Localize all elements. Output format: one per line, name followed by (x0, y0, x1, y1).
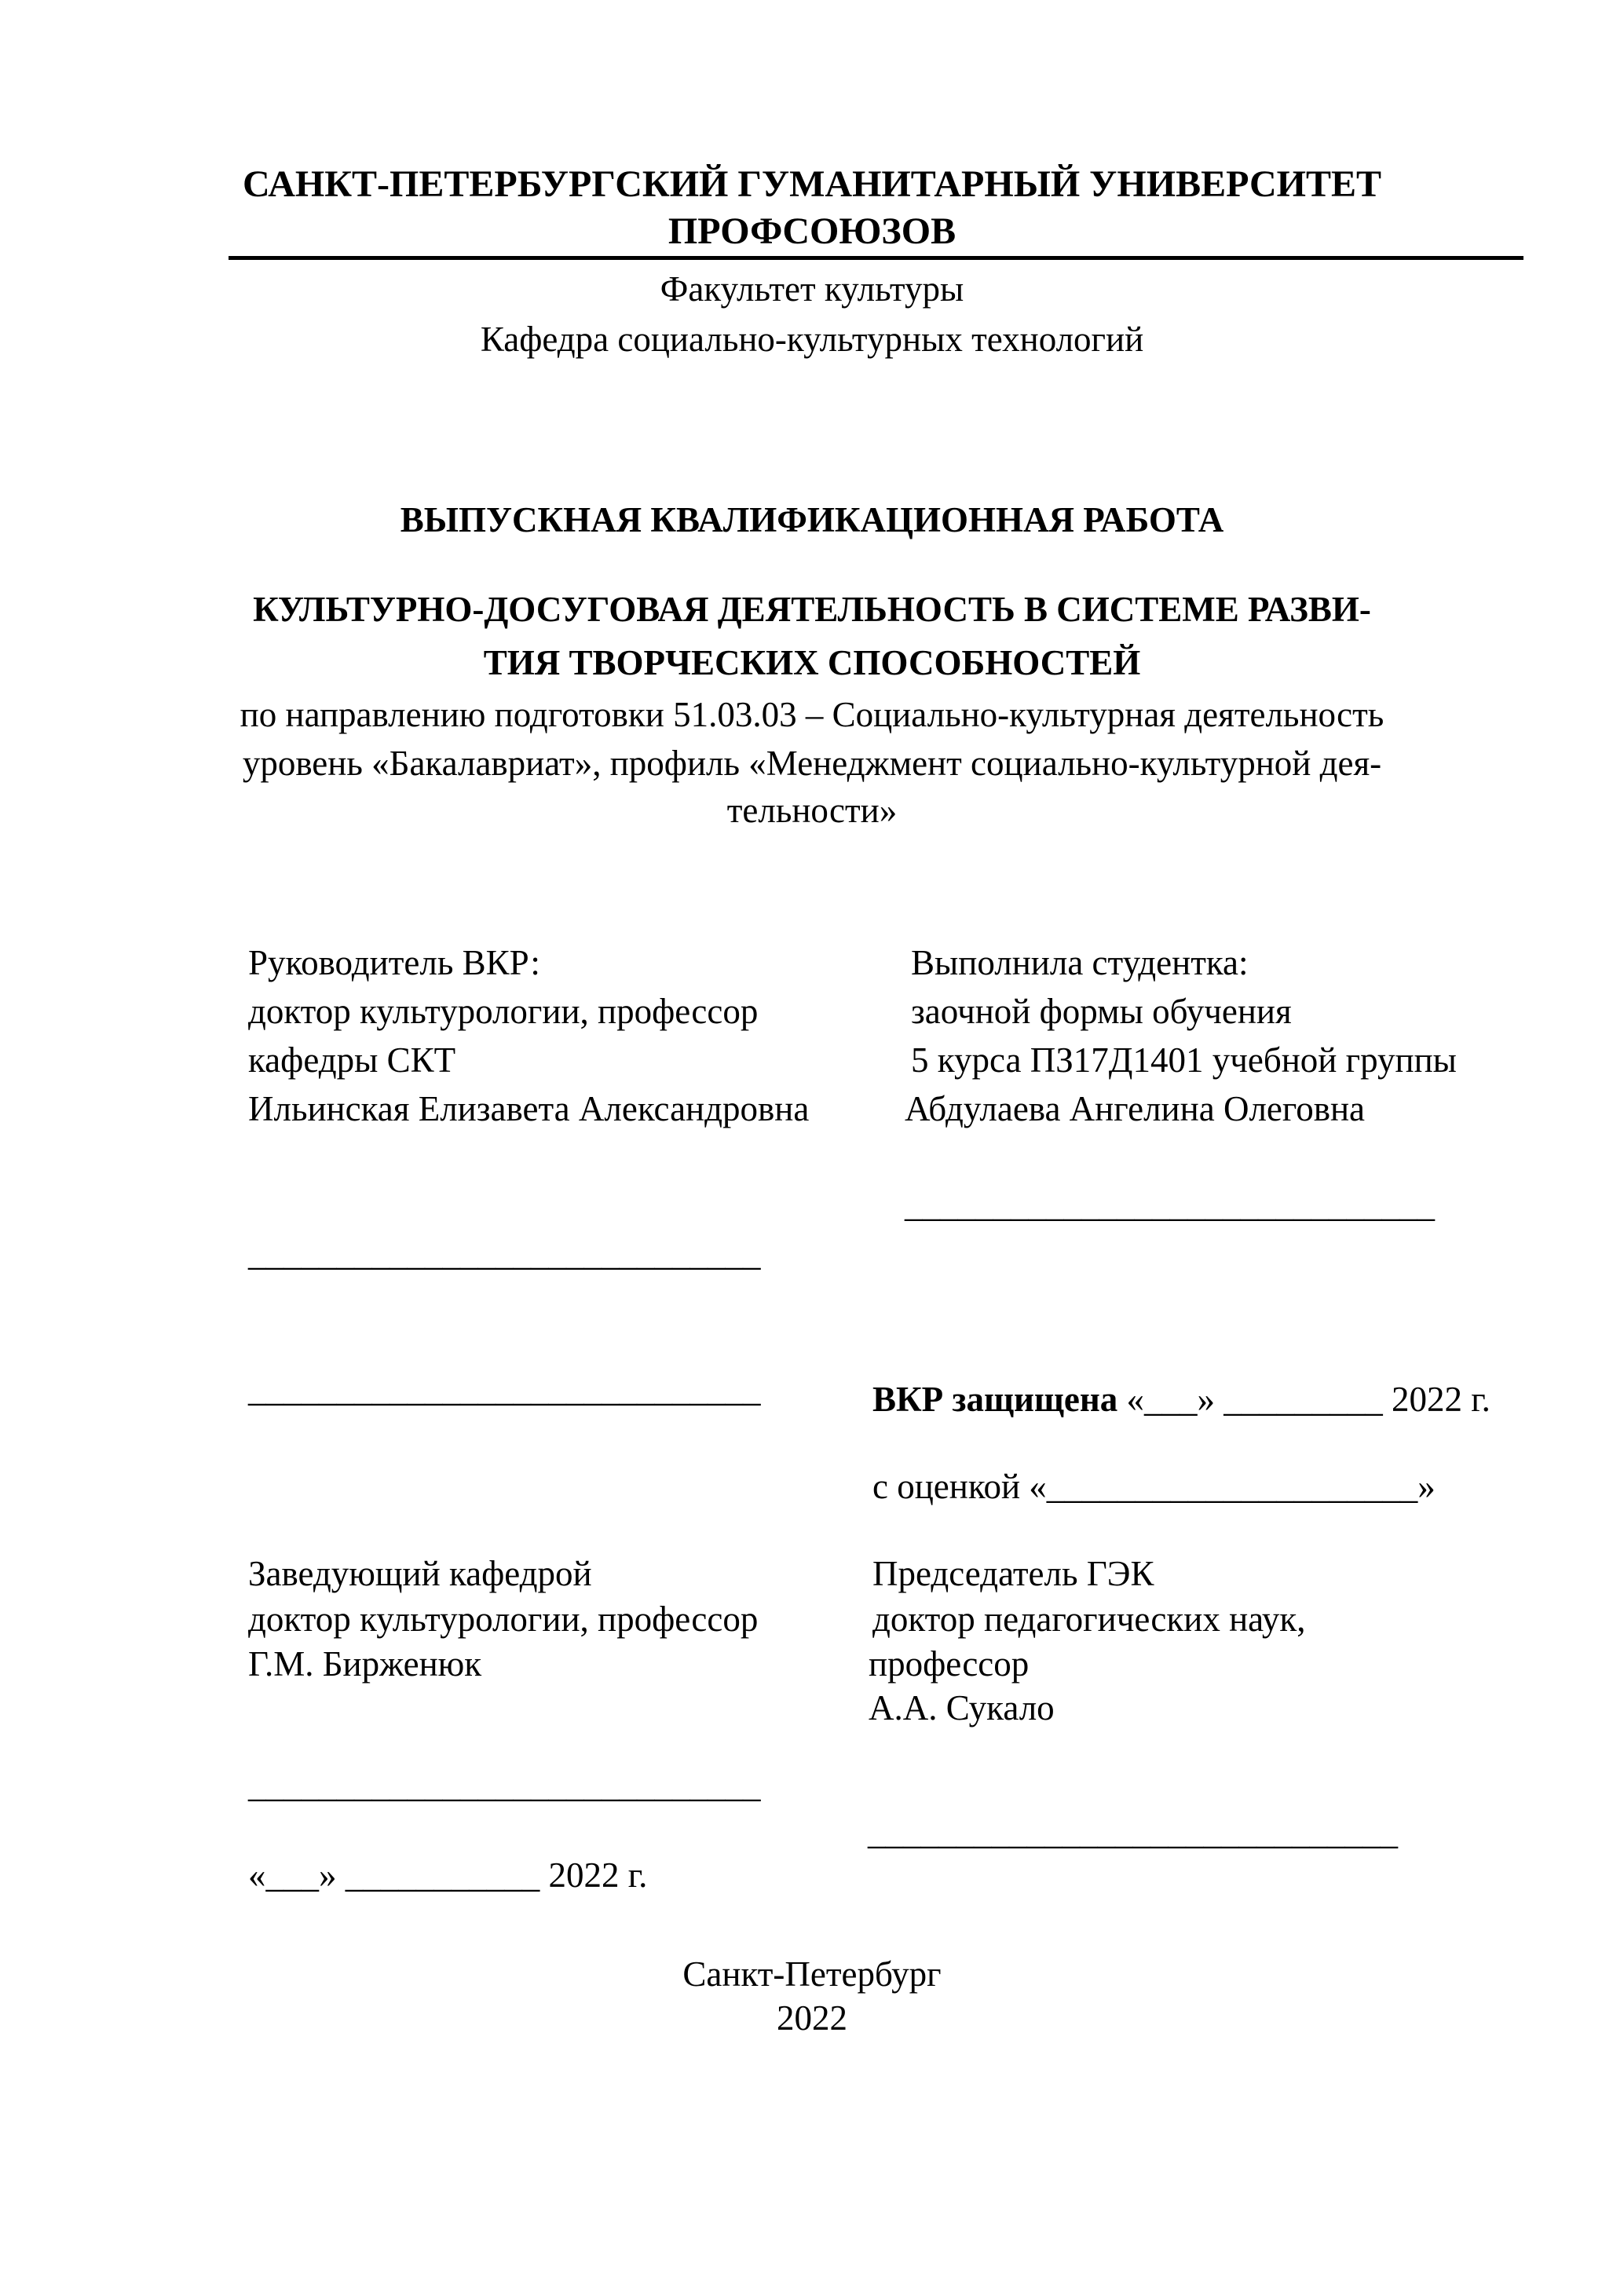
direction-line3: тельности» (726, 791, 898, 830)
student-name: Абдулаева Ангелина Олеговна (905, 1089, 1366, 1128)
footer-city: Санкт-Петербург (682, 1954, 942, 1994)
student-group: 5 курса ПЗ17Д1401 учебной группы (911, 1040, 1457, 1080)
supervisor-degree: доктор культурологии, профессор (248, 992, 759, 1031)
defense-date: «___» _________ 2022 г. (1117, 1380, 1490, 1419)
head-degree: доктор культурологии, профессор (248, 1600, 759, 1639)
department: Кафедра социально-культурных технологий (480, 320, 1144, 359)
chair-rank: профессор (869, 1644, 1030, 1684)
supervisor-signature-line: _____________________________ (248, 1234, 761, 1273)
date-line: «___» ___________ 2022 г. (248, 1855, 648, 1895)
supervisor-label: Руководитель ВКР: (248, 943, 540, 982)
left-signature-line: _____________________________ (248, 1369, 761, 1409)
student-study-form: заочной формы обучения (911, 992, 1292, 1031)
head-name: Г.М. Бирженюк (248, 1644, 482, 1684)
work-title-line1: КУЛЬТУРНО-ДОСУГОВАЯ ДЕЯТЕЛЬНОСТЬ В СИСТЕМЕ РАЗВИ- (253, 590, 1371, 629)
header-divider (229, 256, 1523, 260)
head-signature-line: _____________________________ (248, 1765, 761, 1804)
work-title-line2: ТИЯ ТВОРЧЕСКИХ СПОСОБНОСТЕЙ (483, 643, 1141, 682)
work-type: ВЫПУСКНАЯ КВАЛИФИКАЦИОННАЯ РАБОТА (400, 500, 1224, 539)
direction-line1: по направлению подготовки 51.03.03 – Социально-культурная деятельность (240, 695, 1384, 734)
university-name-line1: САНКТ-ПЕТЕРБУРГСКИЙ ГУМАНИТАРНЫЙ УНИВЕРСИТЕТ (242, 163, 1382, 205)
footer-year: 2022 (777, 1998, 847, 2038)
direction-line2: уровень «Бакалавриат», профиль «Менеджмент социально-культурной дея- (242, 744, 1382, 783)
chair-name: А.А. Сукало (869, 1688, 1055, 1727)
defense-line (872, 1377, 1490, 1421)
chair-title: Председатель ГЭК (872, 1554, 1154, 1593)
student-signature-line: ______________________________ (905, 1185, 1435, 1224)
supervisor-name: Ильинская Елизавета Александровна (248, 1089, 810, 1128)
head-title: Заведующий кафедрой (248, 1554, 592, 1593)
student-label: Выполнила студентка: (911, 943, 1249, 982)
defense-grade: с оценкой «_____________________» (872, 1467, 1436, 1506)
faculty: Факультет культуры (660, 269, 964, 309)
university-name-line2: ПРОФСОЮЗОВ (668, 210, 956, 252)
chair-degree: доктор педагогических наук, (872, 1600, 1306, 1639)
defense-label: ВКР защищена (872, 1380, 1118, 1419)
supervisor-department: кафедры СКТ (248, 1040, 456, 1080)
chair-signature-line: ______________________________ (868, 1812, 1398, 1852)
